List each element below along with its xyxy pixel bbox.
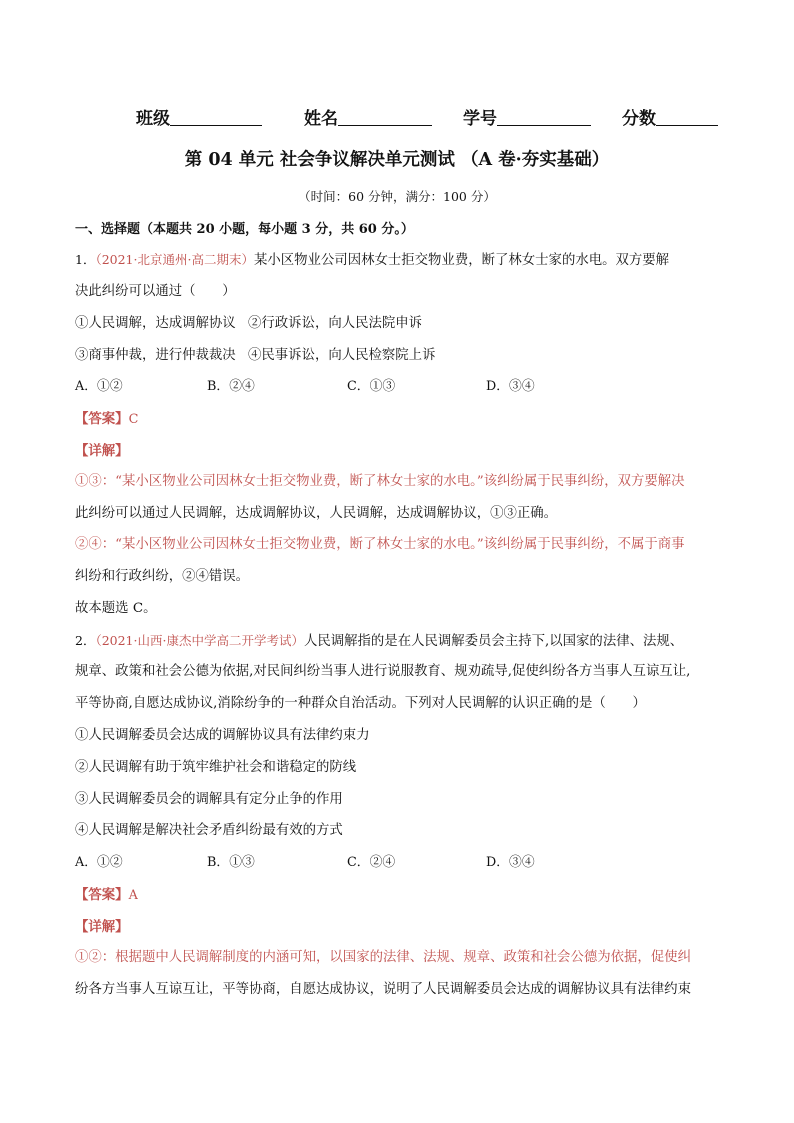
- q1-answer-value: C: [128, 412, 139, 427]
- q2-detail-p1-line1: ①②：根据题中人民调解制度的内涵可知，以国家的法律、法规、规章、政策和社会公德为依据，促使纠: [75, 950, 691, 965]
- q1-detail-p2-line1: ②④：“某小区物业公司因林女士拒交物业费，断了林女士家的水电。”该纠纷属于民事纠纷，不属于商事: [75, 537, 685, 552]
- q1-option-d[interactable]: D．③④: [486, 379, 535, 394]
- q1-detail-p1-line2: 此纠纷可以通过人民调解，达成调解协议，人民调解，达成调解协议，①③正确。: [75, 506, 558, 521]
- score-blank[interactable]: [656, 107, 718, 126]
- section-heading: 一、选择题（本题共 20 小题，每小题 3 分，共 60 分。）: [75, 222, 414, 237]
- q2-option-b[interactable]: B．①③: [207, 855, 255, 870]
- q2-stem-line2: 规章、政策和社会公德为依据,对民间纠纷当事人进行说服教育、规劝疏导,促使纠纷各方当事人互谅互让,: [75, 664, 691, 679]
- q2-answer-value: A: [128, 888, 138, 903]
- q2-statement-3: ③人民调解委员会的调解具有定分止争的作用: [75, 792, 343, 807]
- q2-detail-p1-line2: 纷各方当事人互谅互让，平等协商，自愿达成协议，说明了人民调解委员会达成的调解协议具有法律约束: [75, 982, 691, 997]
- q2-answer: [75, 885, 138, 906]
- q1-answer: [75, 409, 138, 430]
- q2-number: 2．: [75, 633, 96, 648]
- q2-stem-text: 人民调解指的是在人民调解委员会主持下,以国家的法律、法规、: [303, 634, 684, 649]
- q2-stem-line1: [75, 631, 683, 652]
- class-label: 班级: [136, 109, 170, 129]
- student-id-blank[interactable]: [497, 107, 591, 126]
- exam-info: （时间：60 分钟，满分：100 分）: [298, 189, 496, 204]
- name-blank[interactable]: [338, 107, 432, 126]
- q2-option-c[interactable]: C．②④: [347, 855, 396, 870]
- q1-stem-line2: 决此纠纷可以通过（ ）: [75, 284, 236, 299]
- q2-source: （2021·山西·康杰中学高二开学考试）: [95, 633, 304, 648]
- class-blank[interactable]: [170, 107, 262, 126]
- student-id-field: [463, 104, 591, 129]
- q1-option-a[interactable]: A．①②: [75, 379, 123, 394]
- score-label: 分数: [622, 109, 656, 129]
- q1-statement-3: ③商事仲裁，进行仲裁裁决: [75, 348, 236, 363]
- q1-detail-p1-line1: ①③：“某小区物业公司因林女士拒交物业费，断了林女士家的水电。”该纠纷属于民事纠纷，双方要解决: [75, 474, 685, 489]
- q1-option-c[interactable]: C．①③: [347, 379, 396, 394]
- page-title: 第 04 单元 社会争议解决单元测试 （A 卷·夯实基础）: [184, 150, 610, 170]
- q1-detail-label: 【详解】: [75, 443, 129, 459]
- q2-option-a[interactable]: A．①②: [75, 855, 123, 870]
- name-label: 姓名: [304, 109, 338, 129]
- q2-statement-4: ④人民调解是解决社会矛盾纠纷最有效的方式: [75, 823, 343, 838]
- q2-stem-line3: 平等协商,自愿达成协议,消除纷争的一种群众自治活动。下列对人民调解的认识正确的是（ ）: [75, 696, 646, 711]
- q1-detail-p2-line2: 纠纷和行政纠纷，②④错误。: [75, 569, 250, 584]
- q1-conclusion: 故本题选 C。: [75, 601, 157, 616]
- q1-statement-1: ①人民调解，达成调解协议: [75, 316, 236, 331]
- q2-option-d[interactable]: D．③④: [486, 855, 535, 870]
- q2-statement-1: ①人民调解委员会达成的调解协议具有法律约束力: [75, 728, 370, 743]
- name-field: [304, 104, 432, 129]
- q1-stem-line1: [75, 250, 669, 271]
- q1-number: 1．: [75, 252, 96, 267]
- q1-statement-4: ④民事诉讼，向人民检察院上诉: [248, 348, 436, 363]
- class-field: [136, 104, 262, 129]
- q1-source: （2021·北京通州·高二期末）: [95, 252, 254, 267]
- student-id-label: 学号: [463, 109, 497, 129]
- q2-detail-label: 【详解】: [75, 919, 129, 935]
- q1-answer-label: 【答案】: [75, 411, 129, 427]
- student-info-row: [0, 104, 794, 132]
- q1-stem-text: 某小区物业公司因林女士拒交物业费，断了林女士家的水电。双方要解: [253, 253, 670, 268]
- q2-answer-label: 【答案】: [75, 887, 129, 903]
- q1-statement-2: ②行政诉讼，向人民法院申诉: [248, 316, 423, 331]
- q1-option-b[interactable]: B．②④: [207, 379, 255, 394]
- score-field: [622, 104, 718, 129]
- q2-statement-2: ②人民调解有助于筑牢维护社会和谐稳定的防线: [75, 760, 357, 775]
